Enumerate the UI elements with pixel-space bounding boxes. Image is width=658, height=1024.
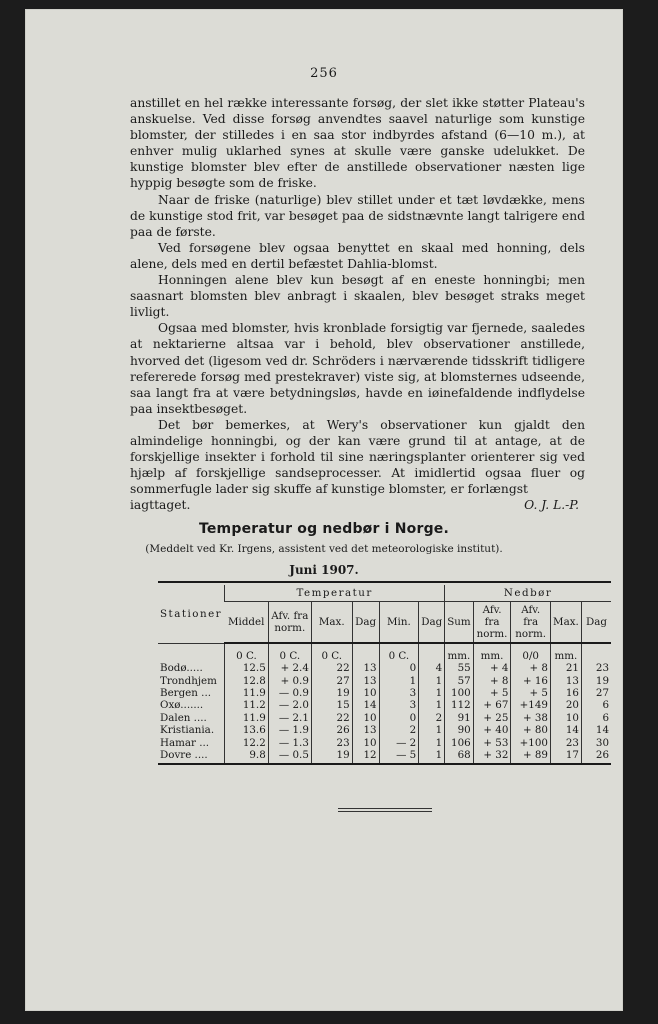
table-cell: 11.9	[225, 712, 269, 724]
header-precip-dag: Dag	[581, 602, 611, 644]
unit-cell: mm.	[445, 643, 473, 662]
paragraph: Naar de friske (naturlige) blev stillet under et tæt løvdække, mens de kunstige stod frit, var besøget paa de sidstnævnte langt talrigere end paa de første.	[130, 192, 585, 239]
header-afv-temp: Afv. fra norm.	[268, 602, 311, 644]
table-row	[158, 662, 611, 674]
paragraph: Det bør bemerkes, at Wery's observationer kun gjaldt den almindelige honningbi, og der kan være grund til at antage, at de forskjellige insekter i forhold til sine næringsplanter orienterer sig ved hjælp af forskjellige sandseprocesser. At imidlertid ogsaa fluer og sommerfugle lader sig skuffe af kunstige blomster, er forlængst	[130, 417, 585, 497]
paragraph: anstillet en hel række interessante forsøg, der slet ikke støtter Plateau's anskuelse. Ved disse forsøg anvendtes saavel naturlige som kunstige blomster, der stilledes i en saa stor indbyrdes afstand (6—10 m.), at enhver mulig uklarhed synes at skulle være ganske udelukket. De kunstige blomster blev efter de anstillede observationer næsten lige hyppig besøgte som de friske.	[130, 96, 585, 191]
header-middel: Middel	[225, 602, 269, 644]
weather-table	[158, 585, 611, 765]
table-cell: 1	[419, 674, 445, 686]
unit-cell: 0/0	[511, 643, 551, 662]
station-name: Bergen ...	[160, 686, 211, 699]
table-cell: + 89	[511, 749, 551, 764]
table-cell: — 1.3	[268, 736, 311, 748]
table-cell: 23	[550, 736, 581, 748]
document-page	[26, 10, 622, 1010]
unit-cell	[419, 643, 445, 662]
table-cell: 1	[419, 736, 445, 748]
station-name: Kristiania.	[160, 724, 215, 737]
table-cell: 3	[379, 687, 419, 699]
table-cell: 68	[445, 749, 473, 764]
table-cell: 13	[352, 724, 379, 736]
unit-cell	[581, 643, 611, 662]
station-name: Bodø.....	[160, 662, 203, 675]
table-cell: 23	[311, 736, 352, 748]
end-rule	[338, 808, 432, 809]
table-row	[158, 749, 611, 764]
table-cell: 19	[581, 674, 611, 686]
table-cell: 22	[311, 662, 352, 674]
table-cell: 27	[581, 687, 611, 699]
table-cell: 26	[311, 724, 352, 736]
table-cell: 27	[311, 674, 352, 686]
header-dag: Dag	[352, 602, 379, 644]
table-cell: +100	[511, 736, 551, 748]
table-title: Temperatur og nedbør i Norge.	[198, 521, 450, 537]
table-cell: 12	[352, 749, 379, 764]
station-name: Trondhjem	[160, 674, 217, 687]
units-row-group	[158, 643, 611, 662]
page-number: 256	[310, 66, 338, 81]
paragraph: Ved forsøgene blev ogsaa benyttet en skaal med honning, dels alene, dels med en dertil befæstet Dahlia-blomst.	[130, 240, 585, 271]
unit-cell: 0 C.	[311, 643, 352, 662]
table-cell: + 4	[473, 662, 511, 674]
table-cell: 11.9	[225, 687, 269, 699]
table-month: Juni 1907.	[289, 563, 359, 577]
table-cell: 100	[445, 687, 473, 699]
table-cell: 14	[550, 724, 581, 736]
table-cell: 13	[550, 674, 581, 686]
table-cell: 30	[581, 736, 611, 748]
table-cell: + 38	[511, 712, 551, 724]
table-cell: 6	[581, 699, 611, 711]
table-cell: 1	[419, 724, 445, 736]
paragraph: Honningen alene blev kun besøgt af en eneste honningbi; men saasnart blomsten blev anbragt i skaalen, blev besøget straks meget livligt.	[130, 273, 585, 320]
header-stations: Stationer	[158, 585, 225, 643]
unit-cell	[158, 643, 225, 662]
header-precipitation-group: Nedbør	[445, 585, 611, 602]
table-body	[158, 662, 611, 764]
unit-cell: 0 C.	[268, 643, 311, 662]
table-cell: — 2.0	[268, 699, 311, 711]
table-cell: 13.6	[225, 724, 269, 736]
table-cell: 16	[550, 687, 581, 699]
table-cell: — 0.5	[268, 749, 311, 764]
table-cell: 14	[352, 699, 379, 711]
table-cell: +149	[511, 699, 551, 711]
table-cell: 1	[419, 687, 445, 699]
table-cell: — 2	[379, 736, 419, 748]
table-cell: + 16	[511, 674, 551, 686]
table-cell: 12.2	[225, 736, 269, 748]
table-cell: 1	[419, 699, 445, 711]
author-signature: O. J. L.-P.	[524, 498, 579, 513]
header-temperature-group: Temperatur	[225, 585, 445, 602]
paragraph: Ogsaa med blomster, hvis kronblade forsigtig var fjernede, saaledes at nektarierne altsaa var i behold, blev observationer anstillede, hvorved det (ligesom ved dr. Schröders i nærværende tidsskrift tidligere refererede forsøg med prestekraver) viste sig, at blomsternes udseende, saa langt fra at være betydningsløs, havde en iøinefaldende indflydelse paa insektbesøget.	[130, 321, 585, 416]
table-row	[158, 699, 611, 711]
table-row	[158, 712, 611, 724]
table-cell: 1	[379, 674, 419, 686]
table-cell: 19	[311, 749, 352, 764]
header-max: Max.	[311, 602, 352, 644]
table-cell: 106	[445, 736, 473, 748]
table-cell: 3	[379, 699, 419, 711]
table-cell: 57	[445, 674, 473, 686]
table-subtitle: (Meddelt ved Kr. Irgens, assistent ved det meteorologiske institut).	[145, 543, 503, 555]
table-cell: 22	[311, 712, 352, 724]
table-cell: 12.8	[225, 674, 269, 686]
table-top-rule	[158, 581, 611, 583]
table-cell: + 40	[473, 724, 511, 736]
end-rule	[338, 811, 432, 812]
table-cell: — 5	[379, 749, 419, 764]
table-cell: 91	[445, 712, 473, 724]
table-cell: 112	[445, 699, 473, 711]
table-cell: 17	[550, 749, 581, 764]
table-cell: 1	[419, 749, 445, 764]
station-name: Dalen ....	[160, 711, 207, 724]
table-cell: 13	[352, 662, 379, 674]
table-cell: 20	[550, 699, 581, 711]
table-cell: — 1.9	[268, 724, 311, 736]
table-cell: 2	[419, 712, 445, 724]
table-row	[158, 736, 611, 748]
unit-cell	[352, 643, 379, 662]
header-dag: Dag	[419, 602, 445, 644]
article-body	[130, 95, 585, 513]
header-sum: Sum	[445, 602, 473, 644]
table-cell: — 0.9	[268, 687, 311, 699]
table-cell: + 0.9	[268, 674, 311, 686]
table-cell: 23	[581, 662, 611, 674]
station-name: Oxø.......	[160, 699, 204, 712]
table-cell: 2	[379, 724, 419, 736]
table-cell: 21	[550, 662, 581, 674]
table-cell: 12.5	[225, 662, 269, 674]
table-cell: + 8	[511, 662, 551, 674]
station-name: Hamar ...	[160, 736, 210, 749]
table-cell: + 53	[473, 736, 511, 748]
table-cell: + 5	[473, 687, 511, 699]
table-cell: 9.8	[225, 749, 269, 764]
table-cell: 14	[581, 724, 611, 736]
table-row	[158, 687, 611, 699]
table-cell: 13	[352, 674, 379, 686]
table-cell: 11.2	[225, 699, 269, 711]
table-cell: 0	[379, 662, 419, 674]
table-cell: 10	[352, 712, 379, 724]
table-cell: + 80	[511, 724, 551, 736]
table-cell: 10	[352, 736, 379, 748]
unit-cell: mm.	[473, 643, 511, 662]
header-min: Min.	[379, 602, 419, 644]
table-cell: 10	[550, 712, 581, 724]
table-cell: 0	[379, 712, 419, 724]
table-cell: + 25	[473, 712, 511, 724]
closing-text: iagttaget.	[130, 498, 191, 513]
unit-cell: 0 C.	[379, 643, 419, 662]
table-cell: + 67	[473, 699, 511, 711]
units-row	[158, 643, 611, 662]
table-cell: — 2.1	[268, 712, 311, 724]
table-cell: 6	[581, 712, 611, 724]
closing-line	[130, 497, 585, 513]
table-cell: 4	[419, 662, 445, 674]
station-name: Dovre ....	[160, 748, 208, 761]
table-cell: 15	[311, 699, 352, 711]
table-cell: + 5	[511, 687, 551, 699]
table-cell: 55	[445, 662, 473, 674]
table-cell: + 8	[473, 674, 511, 686]
table-row	[158, 724, 611, 736]
unit-cell: mm.	[550, 643, 581, 662]
table-cell: 19	[311, 687, 352, 699]
header-afv-pct: Afv. fra norm.	[511, 602, 551, 644]
table-cell: + 32	[473, 749, 511, 764]
table-row	[158, 674, 611, 686]
header-precip-max: Max.	[550, 602, 581, 644]
table-cell: 90	[445, 724, 473, 736]
table-cell: 10	[352, 687, 379, 699]
table-cell: + 2.4	[268, 662, 311, 674]
header-afv-mm: Afv. fra norm.	[473, 602, 511, 644]
unit-cell: 0 C.	[225, 643, 269, 662]
table-cell: 26	[581, 749, 611, 764]
